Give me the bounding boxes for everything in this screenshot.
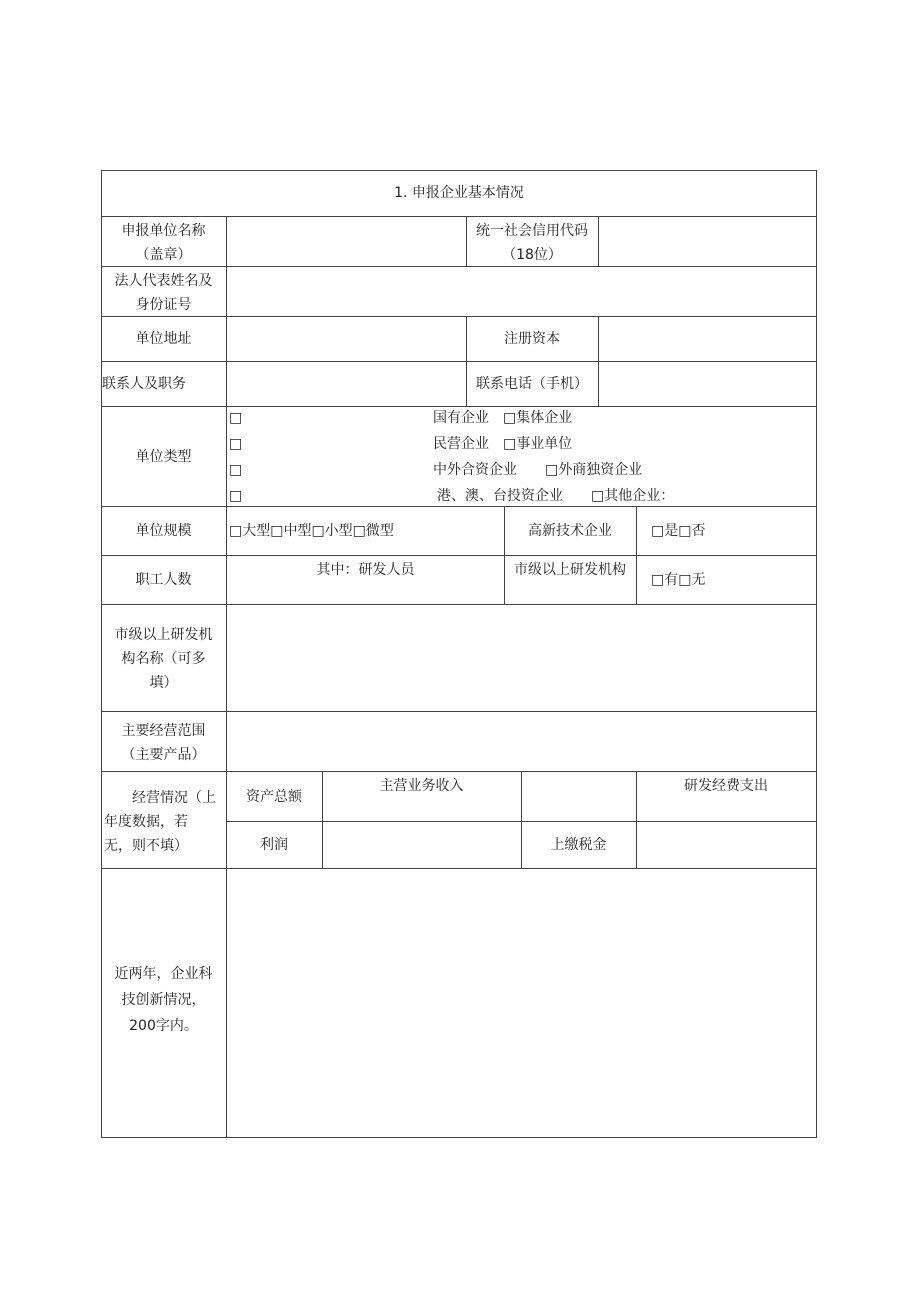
- high-tech-label: 高新技术企业: [528, 523, 612, 539]
- profit-field[interactable]: [323, 822, 521, 868]
- rd-org-options[interactable]: □有□无: [651, 572, 706, 588]
- checkbox[interactable]: □: [229, 436, 243, 452]
- checkbox[interactable]: □: [229, 462, 243, 478]
- main-revenue-field[interactable]: [522, 772, 636, 821]
- label-line: 法人代表姓名及: [114, 273, 213, 289]
- unit-type-option[interactable]: 民营企业 □事业单位: [433, 436, 573, 452]
- tax-label: 上缴税金: [550, 837, 607, 853]
- company-name-field[interactable]: [227, 217, 466, 266]
- label-line: 统一社会信用代码: [476, 223, 588, 239]
- table-title: 1. 申报企业基本情况: [394, 185, 524, 201]
- rd-org-name-label: [101, 623, 226, 695]
- label-line: 年度数据，若: [104, 814, 188, 830]
- row-divider: [101, 771, 817, 772]
- label-line: 主要经营范围: [121, 723, 206, 739]
- border-top: [101, 170, 817, 171]
- staff-count-label: 职工人数: [135, 572, 192, 588]
- unit-scale-label: 单位规模: [135, 523, 192, 539]
- credit-code-label: [466, 219, 598, 267]
- credit-code-field[interactable]: [599, 217, 816, 266]
- rd-expense-label: 研发经费支出: [684, 778, 768, 794]
- business-scope-field[interactable]: [227, 712, 816, 771]
- unit-type-option[interactable]: 国有企业 □集体企业: [433, 410, 573, 426]
- label-line: （主要产品）: [121, 747, 206, 763]
- contact-label: 联系人及职务: [102, 376, 186, 392]
- checkbox[interactable]: □: [229, 488, 243, 504]
- column-divider: [636, 506, 637, 604]
- checkbox[interactable]: □: [229, 410, 243, 426]
- profit-label: 利润: [260, 837, 288, 853]
- total-assets-label: 资产总额: [246, 789, 302, 805]
- unit-type-label: 单位类型: [135, 449, 192, 465]
- operating-status-label: [104, 786, 216, 858]
- label-line: 构名称（可多: [121, 651, 206, 667]
- label-line: 无，则不填）: [104, 838, 188, 854]
- registered-capital-label: 注册资本: [504, 331, 560, 347]
- label-line: 申报单位名称: [121, 223, 206, 239]
- label-line: 填）: [149, 675, 178, 691]
- border-bottom: [101, 1137, 817, 1138]
- label-line: （18位）: [502, 247, 562, 263]
- business-scope-label: [101, 719, 226, 767]
- contact-field[interactable]: [227, 362, 466, 406]
- label-line: 市级以上研发机: [114, 627, 213, 643]
- label-line: 近两年，企业科: [114, 966, 213, 982]
- label-line: 经营情况（上: [132, 790, 216, 806]
- registered-capital-field[interactable]: [599, 317, 816, 361]
- address-label: 单位地址: [135, 331, 192, 347]
- innovation-label: [101, 961, 226, 1039]
- main-revenue-label: 主营业务收入: [379, 778, 464, 794]
- total-assets-field[interactable]: [323, 798, 521, 821]
- phone-field[interactable]: [599, 362, 816, 406]
- row-divider: [101, 555, 817, 556]
- label-line: 身份证号: [135, 297, 192, 313]
- phone-label: 联系电话（手机）: [476, 376, 588, 392]
- high-tech-options[interactable]: □是□否: [651, 523, 706, 539]
- label-line: 200字内。: [129, 1018, 198, 1034]
- border-right: [816, 170, 817, 1138]
- rd-staff-label: 其中：研发人员: [316, 562, 415, 578]
- rd-org-name-field[interactable]: [227, 605, 816, 711]
- tax-field[interactable]: [637, 822, 816, 868]
- rd-org-label: 市级以上研发机构: [514, 562, 626, 578]
- label-line: 技创新情况，: [121, 992, 206, 1008]
- address-field[interactable]: [227, 317, 466, 361]
- staff-count-field[interactable]: [227, 584, 504, 604]
- innovation-field[interactable]: [227, 869, 816, 1137]
- legal-rep-field[interactable]: [227, 267, 816, 316]
- unit-type-option[interactable]: 港、澳、台投资企业 □其他企业：: [437, 488, 675, 504]
- unit-type-option[interactable]: 中外合资企业 □外商独资企业: [433, 462, 643, 478]
- company-name-label: [101, 219, 226, 267]
- label-line: （盖章）: [135, 247, 192, 263]
- unit-scale-options[interactable]: □大型□中型□小型□微型: [229, 523, 394, 539]
- legal-rep-label: [101, 269, 226, 317]
